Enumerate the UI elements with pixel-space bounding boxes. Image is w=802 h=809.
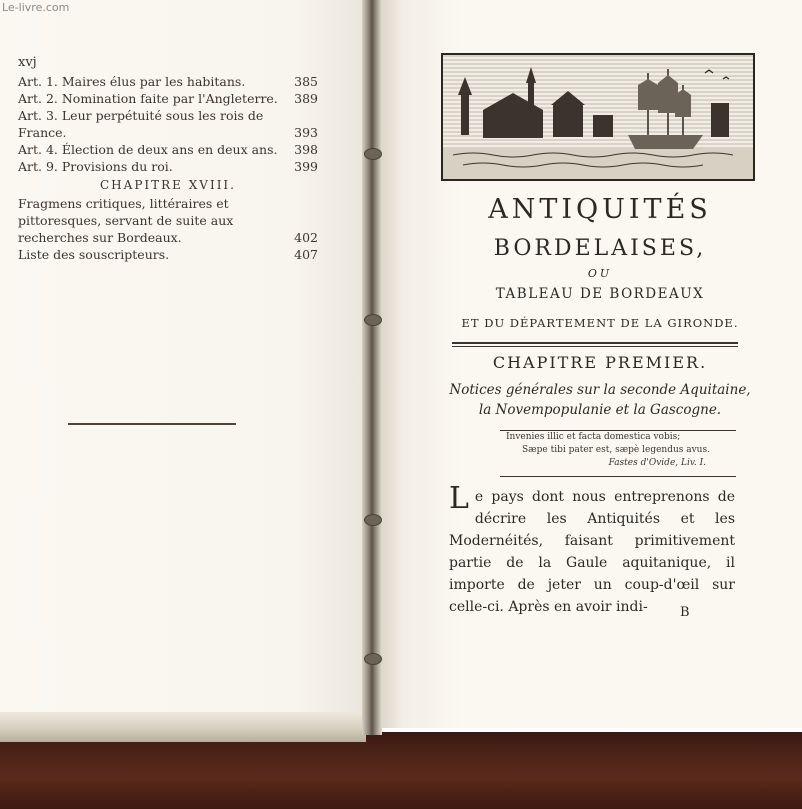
toc-label: Art. 9. Provisions du roi.	[18, 159, 173, 174]
epigraph-rule	[500, 476, 736, 477]
book-title-line2: BORDELAISES,	[493, 236, 707, 261]
toc-page: 399	[294, 159, 318, 174]
epigraph-line: Invenies illic et facta domestica vobis;	[506, 432, 681, 442]
toc-entry	[18, 107, 318, 141]
left-page-edge	[0, 712, 366, 742]
body-paragraph	[449, 481, 735, 618]
toc-label: Fragmens critiques, littéraires et pittoresques, servant de suite aux recherches sur Bordeaux.	[18, 196, 234, 245]
title-rule	[452, 342, 738, 344]
epigraph-source: Fastes d'Ovide, Liv. I.	[608, 458, 706, 468]
engraved-vignette	[441, 53, 755, 181]
chapter-subtitle	[430, 380, 770, 420]
watermark: Le-livre.com	[2, 1, 70, 14]
table-of-contents	[18, 54, 318, 263]
toc-page: 402	[294, 230, 318, 245]
epigraph-line: Sæpe tibi pater est, sæpè legendus avus.	[522, 445, 710, 455]
book-subtitle: TABLEAU DE BORDEAUX	[495, 286, 705, 302]
toc-entry	[18, 195, 318, 246]
toc-label: Art. 1. Maires élus par les habitans.	[18, 74, 246, 89]
title-conjunction: OU	[587, 267, 613, 280]
toc-entry	[18, 158, 318, 175]
binding-stitch	[364, 148, 382, 160]
toc-entry	[18, 73, 318, 90]
page-number: xvj	[18, 55, 37, 70]
binding-stitch	[364, 653, 382, 665]
toc-label: Art. 3. Leur perpétuité sous les rois de France.	[18, 108, 264, 140]
toc-label: Art. 4. Élection de deux ans en deux ans.	[18, 142, 278, 157]
body-text: e pays dont nous entreprenons de décrire les Antiquités et les Modernéités, faisant primitivement partie de la Gaule aquitanique, il importe de jeter un coup-d'œil sur celle-ci. Après en avoir indi-	[449, 489, 735, 615]
drop-cap: L	[449, 481, 469, 516]
book-gutter	[362, 0, 382, 735]
toc-label: Liste des souscripteurs.	[18, 247, 170, 262]
title-rule	[452, 346, 738, 347]
chapter-subtitle-line: la Novempopulanie et la Gascogne.	[478, 402, 722, 418]
chapter-title: CHAPITRE PREMIER.	[492, 353, 708, 372]
chapter-subtitle-line: Notices générales sur la seconde Aquitaine,	[449, 382, 751, 398]
toc-entry	[18, 246, 318, 263]
toc-page: 393	[294, 125, 318, 140]
binding-stitch	[364, 514, 382, 526]
toc-page: 407	[294, 247, 318, 262]
toc-page: 398	[294, 142, 318, 157]
toc-page: 389	[294, 91, 318, 106]
epigraph	[506, 431, 736, 470]
signature-mark: B	[680, 605, 690, 620]
table-surface	[0, 732, 802, 809]
end-rule	[68, 423, 236, 425]
toc-entry	[18, 90, 318, 107]
toc-chapter-heading: CHAPITRE XVIII.	[100, 178, 236, 192]
book-subtitle-line2: ET DU DÉPARTEMENT DE LA GIRONDE.	[461, 316, 739, 330]
toc-label: Art. 2. Nomination faite par l'Angleterre.	[18, 91, 278, 106]
binding-stitch	[364, 314, 382, 326]
toc-page: 385	[294, 74, 318, 89]
book-title: ANTIQUITÉS	[488, 194, 712, 225]
toc-entry	[18, 141, 318, 158]
harbor-scene-illustration	[443, 55, 753, 179]
